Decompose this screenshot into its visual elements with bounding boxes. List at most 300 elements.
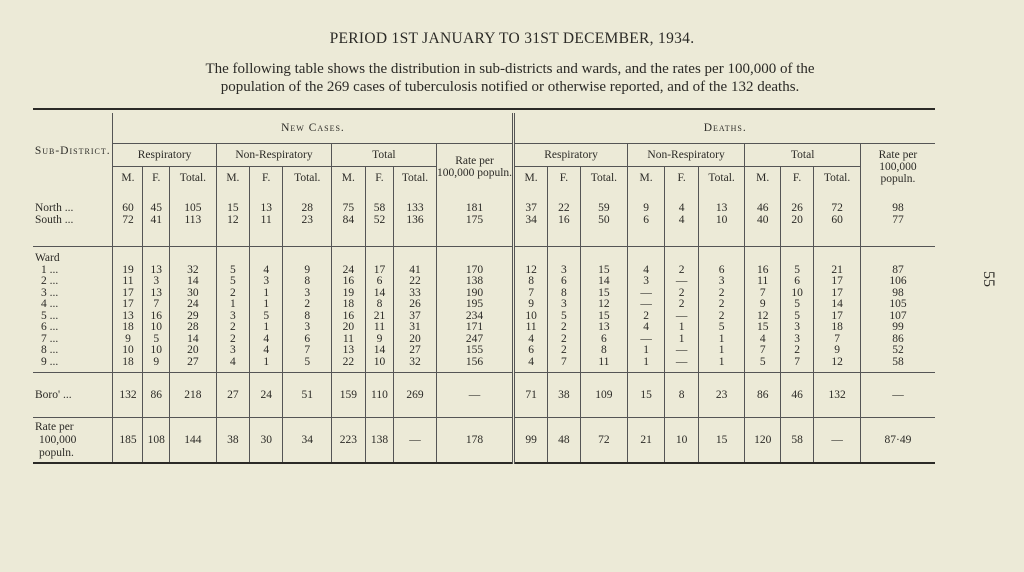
col-total: Total. bbox=[698, 167, 745, 190]
table-cell: 28 bbox=[170, 322, 217, 334]
table-cell: 3 bbox=[547, 299, 580, 311]
tuberculosis-table bbox=[33, 113, 935, 464]
table-cell: 8 bbox=[283, 276, 332, 288]
table-row bbox=[33, 299, 935, 311]
row-label: 9 ... bbox=[41, 355, 59, 368]
table-cell: 1 bbox=[250, 322, 283, 334]
table-top-rule bbox=[33, 108, 935, 110]
row-label: South ... bbox=[35, 213, 74, 226]
table-cell: 38 bbox=[216, 418, 249, 464]
table-cell: 46 bbox=[745, 203, 781, 215]
table-cell: 7 bbox=[745, 288, 781, 300]
table-cell: 99 bbox=[860, 322, 935, 334]
row-label: 1 ... bbox=[41, 263, 59, 276]
row-label: 3 ... bbox=[41, 286, 59, 299]
table-cell: 3 bbox=[547, 265, 580, 277]
table-cell: 13 bbox=[581, 322, 628, 334]
table-cell: 86 bbox=[143, 373, 170, 418]
table-cell: 87 bbox=[860, 265, 935, 277]
table-cell: 9 bbox=[365, 334, 394, 346]
new-cases-header: New Cases. bbox=[113, 113, 514, 144]
table-cell: 15 bbox=[216, 203, 249, 215]
table-cell: 1 bbox=[250, 288, 283, 300]
table-cell: 106 bbox=[860, 276, 935, 288]
table-cell: 8 bbox=[283, 311, 332, 323]
table-cell: 16 bbox=[745, 265, 781, 277]
table-cell: 45 bbox=[143, 203, 170, 215]
table-cell: 40 bbox=[745, 215, 781, 227]
table-cell: 30 bbox=[250, 418, 283, 464]
table-cell: 99 bbox=[514, 418, 547, 464]
table-cell: 23 bbox=[698, 373, 745, 418]
table-cell: 24 bbox=[332, 265, 365, 277]
table-cell: 11 bbox=[745, 276, 781, 288]
row-label: 2 ... bbox=[41, 275, 59, 287]
table-cell: — bbox=[627, 334, 665, 346]
table-cell: 132 bbox=[113, 373, 143, 418]
table-cell: 2 bbox=[547, 334, 580, 346]
table-row bbox=[33, 215, 935, 227]
table-cell: 72 bbox=[113, 215, 143, 227]
col-total: Total. bbox=[170, 167, 217, 190]
table-cell: 19 bbox=[113, 265, 143, 277]
d-rate-header: Rate per 100,000 populn. bbox=[860, 144, 935, 190]
table-cell: 2 bbox=[216, 288, 249, 300]
table-cell: 20 bbox=[170, 345, 217, 357]
table-cell: 15 bbox=[745, 322, 781, 334]
table-cell: 84 bbox=[332, 215, 365, 227]
nc-rate-header: Rate per 100,000 populn. bbox=[436, 144, 514, 190]
table-cell: 16 bbox=[332, 311, 365, 323]
col-f: F. bbox=[665, 167, 698, 190]
table-cell: — bbox=[627, 299, 665, 311]
row-label: North ... bbox=[35, 202, 74, 214]
table-cell: — bbox=[627, 288, 665, 300]
table-cell: 17 bbox=[365, 265, 394, 277]
table-cell: 27 bbox=[170, 357, 217, 369]
period-heading: PERIOD 1ST JANUARY TO 31ST DECEMBER, 1934. bbox=[329, 30, 695, 47]
table-cell: 10 bbox=[143, 345, 170, 357]
table-cell: — bbox=[394, 418, 436, 464]
table-cell: 4 bbox=[627, 322, 665, 334]
table-cell: 6 bbox=[283, 334, 332, 346]
nc-respiratory-header: Respiratory bbox=[113, 144, 216, 167]
table-cell: — bbox=[665, 345, 698, 357]
intro-line-2: population of the 269 cases of tuberculosis notified or otherwise reported, and of the 132 deaths. bbox=[220, 79, 800, 95]
table-cell: 8 bbox=[365, 299, 394, 311]
d-non-respiratory-header: Non-Respiratory bbox=[627, 144, 745, 167]
table-cell: 16 bbox=[332, 276, 365, 288]
table-cell: 1 bbox=[698, 345, 745, 357]
table-cell: 223 bbox=[332, 418, 365, 464]
table-cell: 10 bbox=[780, 288, 813, 300]
table-cell: 5 bbox=[283, 357, 332, 369]
table-cell: 6 bbox=[698, 265, 745, 277]
table-cell: 60 bbox=[113, 203, 143, 215]
table-cell: 1 bbox=[627, 357, 665, 369]
table-cell: 12 bbox=[216, 215, 249, 227]
table-cell: 1 bbox=[698, 357, 745, 369]
table-cell: 5 bbox=[216, 265, 249, 277]
table-cell: 138 bbox=[365, 418, 394, 464]
table-cell: 71 bbox=[514, 373, 547, 418]
ward-label-row bbox=[33, 247, 935, 265]
table-cell: 46 bbox=[780, 373, 813, 418]
table-cell: 2 bbox=[547, 345, 580, 357]
table-cell: 8 bbox=[547, 288, 580, 300]
table-row bbox=[33, 322, 935, 334]
table-cell: 5 bbox=[216, 276, 249, 288]
table-row bbox=[33, 276, 935, 288]
table-cell: 60 bbox=[814, 215, 861, 227]
table-cell: 28 bbox=[283, 203, 332, 215]
table-cell: 58 bbox=[365, 203, 394, 215]
table-cell: 3 bbox=[698, 276, 745, 288]
table-cell: 4 bbox=[216, 357, 249, 369]
intro-line-1: The following table shows the distribution in sub-districts and wards, and the rates per 100,000 of the bbox=[205, 61, 815, 77]
table-cell: 51 bbox=[283, 373, 332, 418]
table-cell: 77 bbox=[860, 215, 935, 227]
table-cell: 13 bbox=[698, 203, 745, 215]
table-cell: 7 bbox=[143, 299, 170, 311]
table-row bbox=[33, 418, 935, 464]
table-cell: 3 bbox=[627, 276, 665, 288]
table-cell: 26 bbox=[780, 203, 813, 215]
row-label: 4 ... bbox=[41, 298, 59, 310]
table-cell: 7 bbox=[283, 345, 332, 357]
table-cell: 14 bbox=[170, 334, 217, 346]
table-cell: 6 bbox=[514, 345, 547, 357]
spacer-row bbox=[33, 226, 935, 247]
rate-label-line: 100,000 bbox=[39, 433, 77, 446]
table-cell: 11 bbox=[581, 357, 628, 369]
table-cell: 195 bbox=[436, 299, 514, 311]
table-cell: 20 bbox=[394, 334, 436, 346]
table-cell: 6 bbox=[627, 215, 665, 227]
table-cell: 31 bbox=[394, 322, 436, 334]
table-body bbox=[33, 189, 935, 463]
table-cell: 20 bbox=[332, 322, 365, 334]
table-cell: 17 bbox=[113, 288, 143, 300]
table-cell: 132 bbox=[814, 373, 861, 418]
table-cell: 2 bbox=[283, 299, 332, 311]
table-cell: 2 bbox=[216, 334, 249, 346]
table-cell: 24 bbox=[170, 299, 217, 311]
table-cell: 12 bbox=[745, 311, 781, 323]
table-cell: 22 bbox=[547, 203, 580, 215]
table-cell: 13 bbox=[250, 203, 283, 215]
table-cell: — bbox=[860, 373, 935, 418]
table-cell: 75 bbox=[332, 203, 365, 215]
table-cell: 120 bbox=[745, 418, 781, 464]
table-cell: — bbox=[665, 357, 698, 369]
spacer-row bbox=[33, 189, 935, 203]
table-cell: 14 bbox=[365, 288, 394, 300]
table-cell: 5 bbox=[780, 265, 813, 277]
table-cell: 16 bbox=[143, 311, 170, 323]
table-cell: 2 bbox=[698, 311, 745, 323]
table-cell: 3 bbox=[283, 322, 332, 334]
table-cell: 181 bbox=[436, 203, 514, 215]
col-f: F. bbox=[143, 167, 170, 190]
table-cell: 171 bbox=[436, 322, 514, 334]
table-cell: 22 bbox=[394, 276, 436, 288]
table-cell: 7 bbox=[547, 357, 580, 369]
table-cell: 5 bbox=[745, 357, 781, 369]
table-cell: 18 bbox=[113, 357, 143, 369]
table-cell: 190 bbox=[436, 288, 514, 300]
table-cell: 5 bbox=[698, 322, 745, 334]
table-cell: 26 bbox=[394, 299, 436, 311]
table-cell: 2 bbox=[665, 265, 698, 277]
table-cell: 11 bbox=[250, 215, 283, 227]
table-cell: 3 bbox=[780, 334, 813, 346]
row-label: 8 ... bbox=[41, 344, 59, 356]
rate-row-label bbox=[33, 418, 113, 464]
table-cell: 4 bbox=[745, 334, 781, 346]
table-cell: 8 bbox=[581, 345, 628, 357]
table-cell: 7 bbox=[745, 345, 781, 357]
table-cell: 17 bbox=[113, 299, 143, 311]
table-cell: 10 bbox=[665, 418, 698, 464]
table-cell: 1 bbox=[216, 299, 249, 311]
table-cell: 234 bbox=[436, 311, 514, 323]
col-m: M. bbox=[216, 167, 249, 190]
col-m: M. bbox=[332, 167, 365, 190]
col-total: Total. bbox=[394, 167, 436, 190]
table-cell: 72 bbox=[814, 203, 861, 215]
table-cell: 1 bbox=[250, 357, 283, 369]
table-cell: 4 bbox=[250, 334, 283, 346]
table-cell: 2 bbox=[698, 288, 745, 300]
page-number: 55 bbox=[980, 271, 997, 287]
table-cell: 1 bbox=[665, 334, 698, 346]
table-cell: 185 bbox=[113, 418, 143, 464]
table-cell: 58 bbox=[780, 418, 813, 464]
table-cell: 3 bbox=[780, 322, 813, 334]
table-cell: 14 bbox=[365, 345, 394, 357]
table-cell: 10 bbox=[365, 357, 394, 369]
table-cell: 27 bbox=[216, 373, 249, 418]
table-cell: 7 bbox=[514, 288, 547, 300]
table-cell: 11 bbox=[514, 322, 547, 334]
table-cell: 13 bbox=[143, 288, 170, 300]
table-cell: 5 bbox=[780, 311, 813, 323]
table-cell: 13 bbox=[113, 311, 143, 323]
table-cell: 108 bbox=[143, 418, 170, 464]
table-cell: 17 bbox=[814, 288, 861, 300]
table-cell: 6 bbox=[581, 334, 628, 346]
table-cell: 38 bbox=[547, 373, 580, 418]
col-total: Total. bbox=[283, 167, 332, 190]
table-cell: 175 bbox=[436, 215, 514, 227]
table-cell: 4 bbox=[250, 265, 283, 277]
table-row bbox=[33, 345, 935, 357]
table-cell: 14 bbox=[170, 276, 217, 288]
row-label: Boro' ... bbox=[33, 373, 113, 418]
table-cell: 23 bbox=[283, 215, 332, 227]
table-cell: 3 bbox=[143, 276, 170, 288]
table-cell: 18 bbox=[332, 299, 365, 311]
table-cell: 12 bbox=[814, 357, 861, 369]
table-cell: 2 bbox=[216, 322, 249, 334]
table-cell: 18 bbox=[814, 322, 861, 334]
table-cell: 15 bbox=[698, 418, 745, 464]
nc-non-respiratory-header: Non-Respiratory bbox=[216, 144, 331, 167]
col-f: F. bbox=[780, 167, 813, 190]
col-total: Total. bbox=[814, 167, 861, 190]
table-cell: 4 bbox=[514, 334, 547, 346]
table-cell: 32 bbox=[394, 357, 436, 369]
table-cell: 15 bbox=[581, 311, 628, 323]
table-cell: 15 bbox=[581, 288, 628, 300]
table-cell: 7 bbox=[780, 357, 813, 369]
table-cell: 13 bbox=[143, 265, 170, 277]
table-cell: 86 bbox=[860, 334, 935, 346]
table-cell: 52 bbox=[860, 345, 935, 357]
table-cell: 19 bbox=[332, 288, 365, 300]
table-cell: 218 bbox=[170, 373, 217, 418]
table-cell: 5 bbox=[143, 334, 170, 346]
table-cell: 159 bbox=[332, 373, 365, 418]
col-m: M. bbox=[113, 167, 143, 190]
table-cell: 86 bbox=[745, 373, 781, 418]
deaths-header: Deaths. bbox=[514, 113, 935, 144]
row-label: 6 ... bbox=[41, 321, 59, 333]
table-cell: 12 bbox=[581, 299, 628, 311]
table-cell: 17 bbox=[814, 276, 861, 288]
table-cell: 105 bbox=[860, 299, 935, 311]
table-cell: — bbox=[814, 418, 861, 464]
table-cell: 109 bbox=[581, 373, 628, 418]
table-cell: 30 bbox=[170, 288, 217, 300]
table-cell: 269 bbox=[394, 373, 436, 418]
d-total-header: Total bbox=[745, 144, 860, 167]
table-cell: 2 bbox=[665, 299, 698, 311]
table-cell: 105 bbox=[170, 203, 217, 215]
col-m: M. bbox=[627, 167, 665, 190]
table-cell: 9 bbox=[143, 357, 170, 369]
table-cell: 32 bbox=[170, 265, 217, 277]
table-cell: 9 bbox=[814, 345, 861, 357]
table-cell: 2 bbox=[698, 299, 745, 311]
table-cell: 107 bbox=[860, 311, 935, 323]
table-cell: 3 bbox=[216, 345, 249, 357]
table-cell: 155 bbox=[436, 345, 514, 357]
table-cell: 21 bbox=[814, 265, 861, 277]
table-cell: 4 bbox=[665, 203, 698, 215]
table-row bbox=[33, 203, 935, 215]
table-cell: 11 bbox=[332, 334, 365, 346]
table-cell: 110 bbox=[365, 373, 394, 418]
table-cell: 8 bbox=[514, 276, 547, 288]
table-cell: 72 bbox=[581, 418, 628, 464]
row-label: 5 ... bbox=[41, 309, 59, 322]
table-cell: 20 bbox=[780, 215, 813, 227]
table-cell: 10 bbox=[698, 215, 745, 227]
table-cell: 10 bbox=[514, 311, 547, 323]
table-cell: 4 bbox=[514, 357, 547, 369]
table-cell: 37 bbox=[514, 203, 547, 215]
table-cell: — bbox=[665, 311, 698, 323]
table-cell: 17 bbox=[814, 311, 861, 323]
table-cell: 170 bbox=[436, 265, 514, 277]
table-cell: 33 bbox=[394, 288, 436, 300]
table-cell: 52 bbox=[365, 215, 394, 227]
table-cell: 48 bbox=[547, 418, 580, 464]
table-cell: 156 bbox=[436, 357, 514, 369]
table-cell: 178 bbox=[436, 418, 514, 464]
table-cell: 21 bbox=[627, 418, 665, 464]
table-cell: 136 bbox=[394, 215, 436, 227]
rate-label-line: populn. bbox=[39, 446, 74, 459]
table-cell: 14 bbox=[581, 276, 628, 288]
rate-label-line: Rate per bbox=[35, 420, 74, 433]
table-cell: 6 bbox=[365, 276, 394, 288]
table-cell: 14 bbox=[814, 299, 861, 311]
table-cell: 2 bbox=[547, 322, 580, 334]
table-cell: 15 bbox=[627, 373, 665, 418]
col-m: M. bbox=[745, 167, 781, 190]
col-total: Total. bbox=[581, 167, 628, 190]
table-cell: 5 bbox=[547, 311, 580, 323]
table-cell: 6 bbox=[547, 276, 580, 288]
table-cell: 98 bbox=[860, 288, 935, 300]
table-cell: 4 bbox=[627, 265, 665, 277]
table-cell: 138 bbox=[436, 276, 514, 288]
table-cell: 29 bbox=[170, 311, 217, 323]
table-cell: 41 bbox=[143, 215, 170, 227]
table-cell: 3 bbox=[283, 288, 332, 300]
table-cell: 3 bbox=[216, 311, 249, 323]
table-cell: 113 bbox=[170, 215, 217, 227]
col-f: F. bbox=[547, 167, 580, 190]
table-cell: 6 bbox=[780, 276, 813, 288]
table-cell: 11 bbox=[365, 322, 394, 334]
table-cell: 18 bbox=[113, 322, 143, 334]
table-cell: 2 bbox=[627, 311, 665, 323]
table-cell: 144 bbox=[170, 418, 217, 464]
d-respiratory-header: Respiratory bbox=[514, 144, 627, 167]
table-cell: 87·49 bbox=[860, 418, 935, 464]
table-cell: 4 bbox=[250, 345, 283, 357]
table-cell: 9 bbox=[627, 203, 665, 215]
table-cell: 13 bbox=[332, 345, 365, 357]
table-cell: 22 bbox=[332, 357, 365, 369]
table-cell: 3 bbox=[250, 276, 283, 288]
table-cell: 41 bbox=[394, 265, 436, 277]
table-cell: 9 bbox=[283, 265, 332, 277]
col-f: F. bbox=[365, 167, 394, 190]
table-cell: 5 bbox=[780, 299, 813, 311]
table-cell: 59 bbox=[581, 203, 628, 215]
table-cell: 8 bbox=[665, 373, 698, 418]
table-cell: 12 bbox=[514, 265, 547, 277]
sub-district-header: Sub-District. bbox=[34, 145, 111, 157]
table-cell: 58 bbox=[860, 357, 935, 369]
col-m: M. bbox=[514, 167, 547, 190]
table-cell: 24 bbox=[250, 373, 283, 418]
table-cell: 9 bbox=[113, 334, 143, 346]
table-cell: 133 bbox=[394, 203, 436, 215]
ward-label: Ward bbox=[33, 247, 113, 265]
table-cell: 15 bbox=[581, 265, 628, 277]
table-row bbox=[33, 373, 935, 418]
intro-text bbox=[60, 60, 960, 96]
table-cell: 7 bbox=[814, 334, 861, 346]
table-cell: 2 bbox=[665, 288, 698, 300]
table-cell: 50 bbox=[581, 215, 628, 227]
